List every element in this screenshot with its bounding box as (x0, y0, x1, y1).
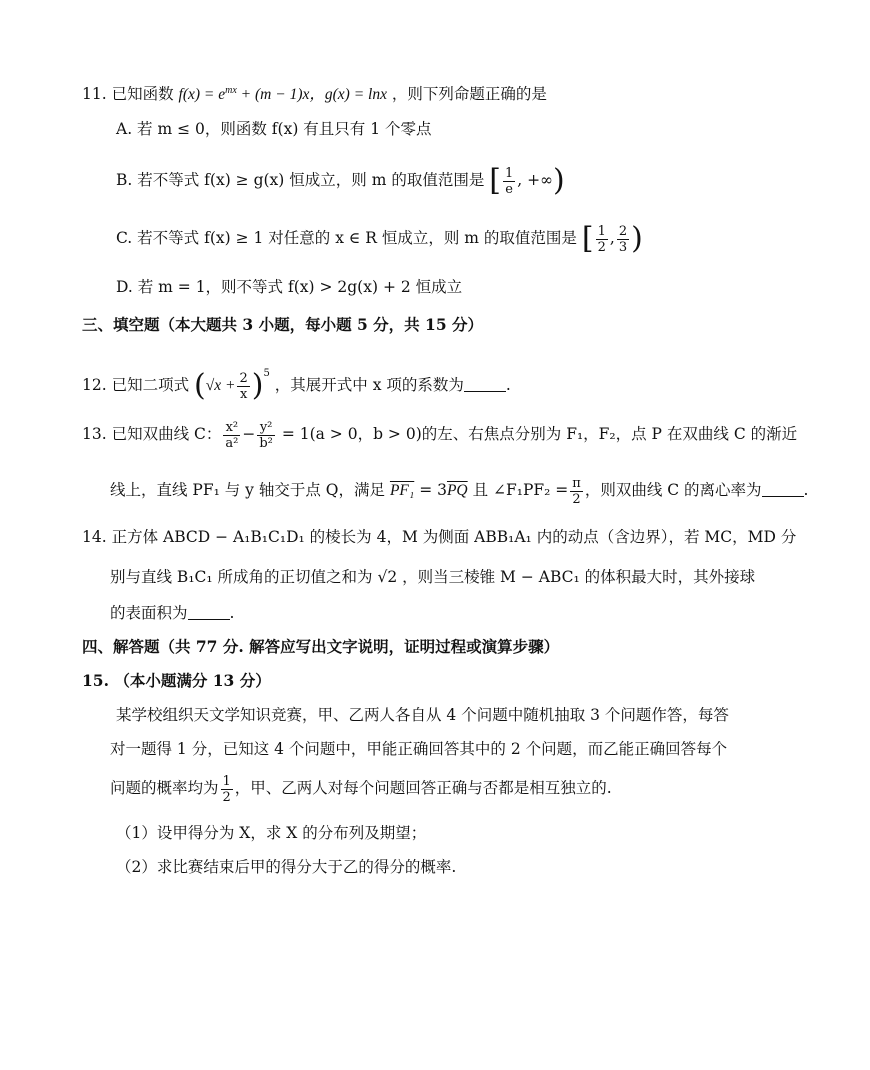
q13-line-1: 13. 已知双曲线 C： $\frac{\text{x²}}{\text{a²}}$ − $\frac{\text{y²}}{\text{b²}}$ = 1(a > 0，b > 0)的左、右焦点分别为 F₁，F₂，点 P 在双曲线 C 的渐近 (82, 419, 798, 451)
q15-part-1: （1）设甲得分为 X，求 X 的分布列及期望； (116, 824, 427, 842)
q12-answer-blank (464, 377, 506, 392)
section-3-title: 三、填空题（本大题共 3 小题，每小题 5 分，共 15 分） (82, 315, 484, 334)
q14-answer-blank (188, 605, 230, 620)
q11-stem-prefix: 11. 已知函数 (82, 85, 174, 104)
q14-line-3: 的表面积为 . (110, 604, 235, 622)
section-4-title: 四、解答题（共 77 分. 解答应写出文字说明，证明过程或演算步骤） (82, 637, 560, 656)
q15-header: 15. （本小题满分 13 分） (82, 671, 271, 690)
q15-line-1: 某学校组织天文学知识竞赛，甲、乙两人各自从 4 个问题中随机抽取 3 个问题作答，每答 (116, 706, 729, 724)
q15-part-2: （2）求比赛结束后甲的得分大于乙的得分的概率. (116, 858, 457, 876)
q14-line-1: 14. 正方体 ABCD − A₁B₁C₁D₁ 的棱长为 4，M 为侧面 ABB₁A₁ 内的动点（含边界），若 MC，MD 分 (82, 528, 797, 546)
q15-line-2: 对一题得 1 分，已知这 4 个问题中，甲能正确回答其中的 2 个问题，而乙能正确回答每个 (110, 740, 728, 758)
q11-stem (82, 80, 547, 106)
q13-line-2: 线上，直线 PF₁ 与 y 轴交于点 Q，满足 $PF_1 = 3\overline{PQ}$ 且 ∠F₁PF₂ = $\frac{\pi}{2}$ ，则双曲线 C 的离心率为 . (110, 475, 809, 507)
q11-option-b-fraction: $\frac{1}{e}$ (504, 165, 514, 197)
q11-option-a: A. 若 m ≤ 0，则函数 f(x) 有且只有 1 个零点 (116, 120, 432, 138)
q11-option-c: C. 若不等式 f(x) ≥ 1 对任意的 x ∈ R 恒成立，则 m 的取值范围是 [ $\frac{1}{2}$ , $\frac{2}{3}$ ) (116, 221, 643, 256)
q11-f-definition: $f(x) = e^{mx} + (m - 1)x$，g(x) = lnx (178, 85, 387, 104)
q12: 12. 已知二项式 (√x + $\frac{2}{x}$ )$^5$ ，其展开式中 x 项的系数为 . (82, 368, 511, 403)
q14-line-2: 别与直线 B₁C₁ 所成角的正切值之和为 √2 ，则当三棱锥 M − ABC₁ 的体积最大时，其外接球 (110, 568, 756, 586)
q13-answer-blank (762, 482, 804, 497)
q11-stem-suffix: ，则下列命题正确的是 (391, 85, 547, 104)
q15-line-3: 问题的概率均为 $\frac{1}{2}$ ，甲、乙两人对每个问题回答正确与否都是相互独立的. (110, 773, 612, 805)
q11-option-d: D. 若 m = 1，则不等式 f(x) > 2g(x) + 2 恒成立 (116, 278, 463, 296)
q11-option-b: B. 若不等式 f(x) ≥ g(x) 恒成立，则 m 的取值范围是 [ $\frac{1}{e}$ , +∞) (116, 163, 565, 198)
